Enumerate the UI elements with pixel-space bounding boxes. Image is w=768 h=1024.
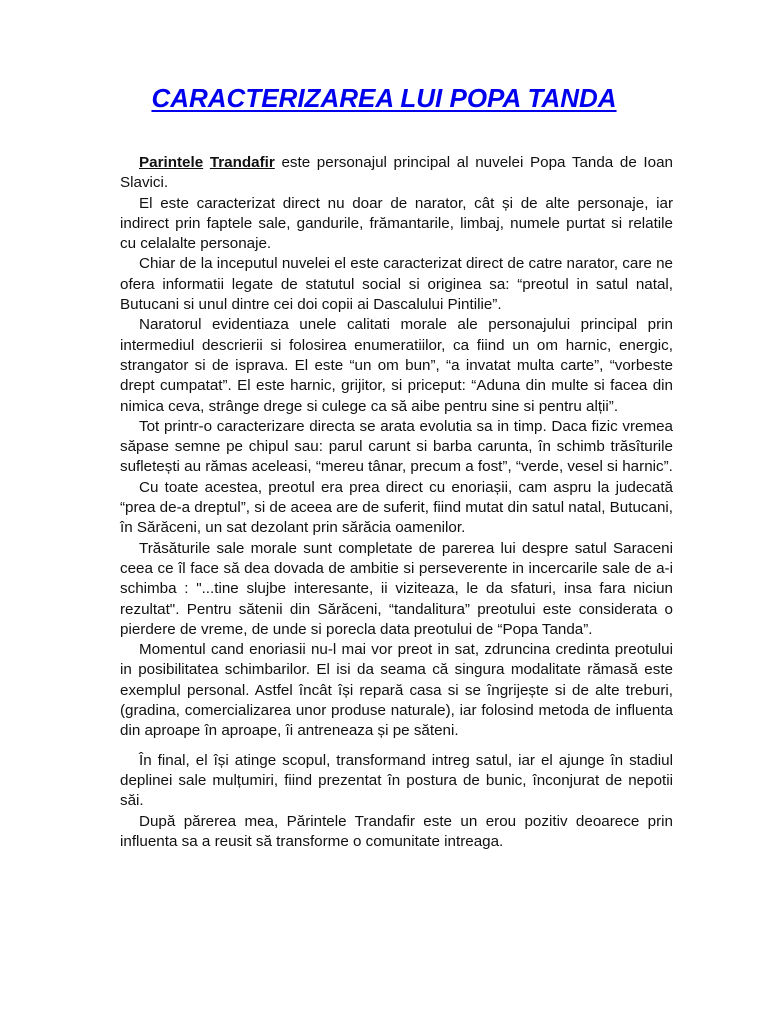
paragraph: Momentul cand enoriasii nu-l mai vor preot in sat, zdruncina credinta preotului in posibilitatea schimbarilor. El isi da seama că singura modalitate rămasă este exemplul personal. Astfel încât își repară casa si se îngrijește si de alte treburi, (gradina, comercializarea unor produse naturale), iar folosind metoda de influenta din aproape în aproape, îi antreneaza și pe săteni. <box>120 641 673 740</box>
document-title: CARACTERIZAREA LUI POPA TANDA <box>151 83 617 113</box>
paragraph: Naratorul evidentiaza unele calitati morale ale personajului principal prin intermediul descrierii si folosirea enumeratiilor, ca fiind un om harnic, energic, strangator si de isprava. El este “un om bun”, “a invatat multa carte”, “vorbeste drept cumpatat”. El este harnic, grijitor, si priceput: “Aduna din multe si facea din nimica ceva, strânge drege si culege ca să aibe pentru sine si pentru alții”. <box>120 316 673 415</box>
character-name-second: Trandafir <box>209 154 275 171</box>
paragraph: Trăsăturile sale morale sunt completate de parerea lui despre satul Saraceni ceea ce îl face să dea dovada de ambitie si perseverente in incercarile sale de a-i schimba : "...tine slujbe interesante, ii viziteaza, le da sfaturi, insa fara niciun rezultat". Pentru sătenii din Sărăceni, “tandalitura” preotului este considerata o pierdere de vreme, de unde si porecla data preotului de “Popa Tanda”. <box>120 539 673 638</box>
character-name-first: Parintele <box>139 154 204 171</box>
document-body <box>120 153 673 852</box>
paragraph: Cu toate acestea, preotul era prea direct cu enoriașii, cam aspru la judecată “prea de-a dreptul”, si de aceea are de suferit, fiind mutat din satul natal, Butucani, în Sărăceni, un sat dezolant prin sărăcia oamenilor. <box>120 478 673 537</box>
intro-text: este personajul principal al nuvelei Popa Tanda de Ioan Slavici. <box>120 154 673 192</box>
paragraph: Tot printr-o caracterizare directa se arata evolutia sa in timp. Daca fizic vremea săpase semne pe chipul sau: parul carunt si barba carunta, în schimb trăsîturile sufletești au rămas aceleasi, “mereu tânar, precum a fost”, “verde, vesel si harnic”. <box>120 417 673 476</box>
paragraph: Chiar de la inceputul nuvelei el este caracterizat direct de catre narator, care ne ofera informatii legate de statutul social si originea sa: “preotul in satul natal, Butucani si unul dintre cei doi copii ai Dascalului Pintilie”. <box>120 255 673 314</box>
paragraph-intro <box>120 153 673 194</box>
paragraph-conclusion: După părerea mea, Părintele Trandafir este un erou pozitiv deoarece prin influenta sa a reusit să transforme o comunitate intreaga. <box>120 812 673 850</box>
paragraph: El este caracterizat direct nu doar de narator, cât și de alte personaje, iar indirect prin faptele sale, gandurile, frămantarile, limbaj, numele purtat si relatile cu celalalte personaje. <box>120 194 673 253</box>
paragraph-final: În final, el își atinge scopul, transformand intreg satul, iar el ajunge în stadiul deplinei sale mulțumiri, fiind prezentat în postura de bunic, înconjurat de nepotii săi. <box>120 751 673 810</box>
